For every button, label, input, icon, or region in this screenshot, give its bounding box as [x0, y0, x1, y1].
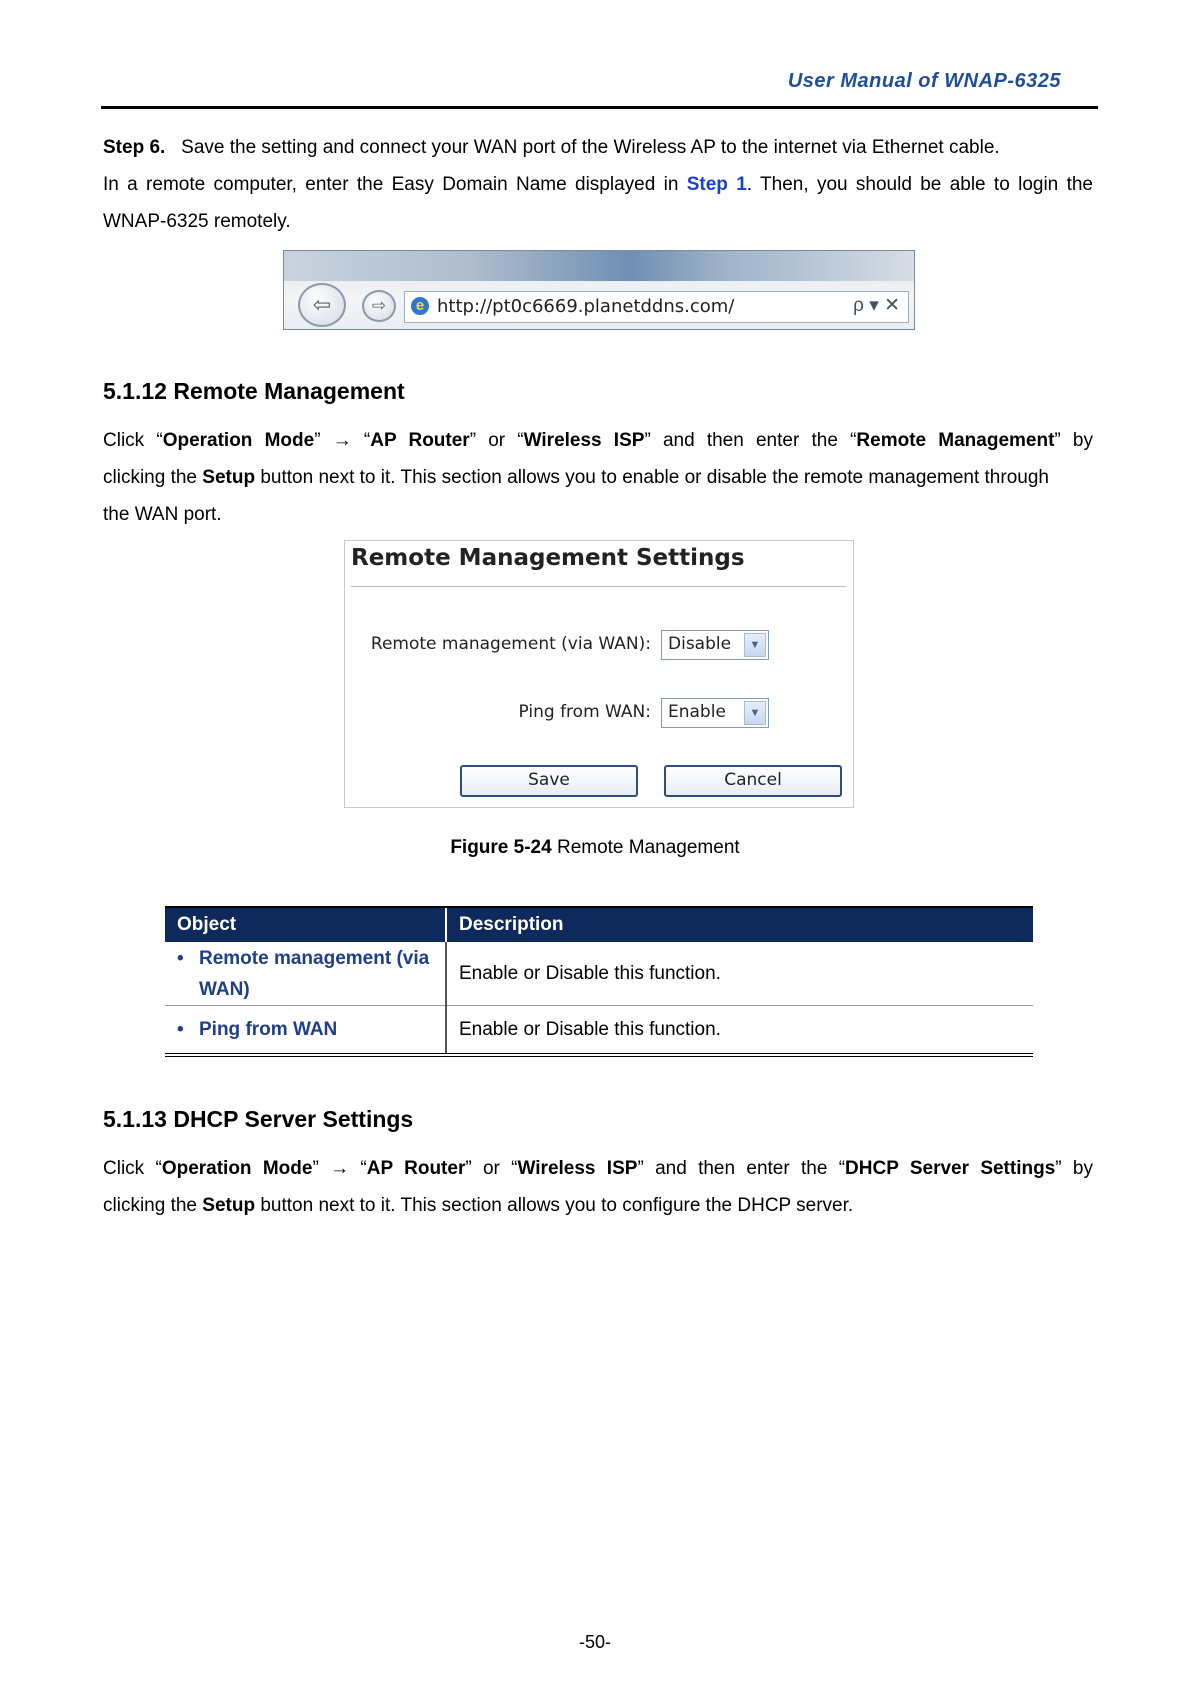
- browser-address-bar-screenshot: [283, 250, 915, 330]
- section-heading-dhcp-server-settings: 5.1.13 DHCP Server Settings: [103, 1106, 414, 1132]
- page-number: -50-: [578, 1632, 611, 1652]
- remote-mgmt-instructions-line2: [103, 459, 1093, 496]
- object-cell: [165, 1006, 446, 1056]
- ap-router-term: AP Router: [370, 430, 470, 451]
- step6-label: Step 6.: [103, 137, 166, 158]
- text: clicking the: [103, 467, 203, 488]
- bullet-icon: •: [177, 947, 184, 969]
- column-header-description: Description: [446, 908, 1033, 942]
- figure-caption: [0, 837, 1190, 859]
- object-cell: [165, 942, 446, 1006]
- wireless-isp-term: Wireless ISP: [517, 1158, 638, 1179]
- header-rule: [101, 106, 1098, 109]
- forward-arrow-icon[interactable]: ⇨: [362, 290, 396, 322]
- dhcp-instructions-line1: [103, 1150, 1093, 1187]
- step6-text: Save the setting and connect your WAN port of the Wireless AP to the internet via Ethernet cable.: [181, 137, 1000, 158]
- description-cell: Enable or Disable this function.: [446, 942, 1033, 1006]
- manual-title: User Manual of WNAP-6325: [787, 70, 1061, 92]
- ping-from-wan-label: Ping from WAN:: [518, 702, 651, 722]
- description-cell: Enable or Disable this function.: [446, 1006, 1033, 1056]
- ping-from-wan-value: Enable: [668, 702, 726, 722]
- text: ” or “: [465, 1158, 518, 1179]
- step1-link[interactable]: Step 1: [686, 174, 747, 195]
- text: ” → “: [312, 1158, 367, 1179]
- table-header-row: [165, 908, 1033, 942]
- setup-term: Setup: [202, 1195, 256, 1216]
- object-name: Remote management (via WAN): [199, 947, 430, 1000]
- text: ” → “: [314, 430, 371, 451]
- section-heading-remote-management: 5.1.12 Remote Management: [103, 378, 405, 404]
- ie-logo-icon: e: [411, 297, 429, 315]
- table-row: [165, 1006, 1033, 1056]
- chevron-down-icon[interactable]: ▼: [744, 701, 766, 725]
- remote-management-settings-panel: [344, 540, 854, 808]
- text: Click “: [103, 430, 163, 451]
- text: ” and then enter the “: [644, 430, 857, 451]
- figure-label: Figure 5-24: [450, 837, 552, 858]
- bullet-icon: •: [177, 1019, 184, 1040]
- figure-text: Remote Management: [551, 837, 740, 858]
- save-button[interactable]: Save: [460, 765, 638, 797]
- operation-mode-term: Operation Mode: [162, 430, 315, 451]
- object-description-table: [165, 908, 1033, 1057]
- text: button next to it. This section allows you to configure the DHCP server.: [255, 1195, 854, 1216]
- remote-paragraph-line1: [103, 166, 1093, 203]
- remote-mgmt-instructions-line3: the WAN port.: [103, 504, 222, 525]
- dhcp-instructions-line2: [103, 1187, 1093, 1224]
- table-row: [165, 942, 1033, 1006]
- column-header-object: Object: [165, 908, 446, 942]
- remote-mgmt-instructions-line1: [103, 422, 1093, 459]
- remote-management-value: Disable: [668, 634, 732, 654]
- text: ” or “: [469, 430, 524, 451]
- ping-from-wan-select[interactable]: [661, 698, 769, 728]
- text: ” and then enter the “: [637, 1158, 846, 1179]
- remote-management-label: Remote management (via WAN):: [370, 634, 651, 654]
- address-url: http://pt0c6669.planetddns.com/: [437, 296, 735, 317]
- remote-text-2: . Then, you should be able to login the: [746, 174, 1093, 195]
- wireless-isp-term: Wireless ISP: [523, 430, 645, 451]
- search-refresh-close-icon[interactable]: ρ ▾ ✕: [853, 295, 900, 316]
- text: button next to it. This section allows you to enable or disable the remote management through: [255, 467, 1049, 488]
- browser-title-strip: [284, 251, 914, 281]
- remote-management-select[interactable]: [661, 630, 769, 660]
- text: ” by: [1054, 430, 1093, 451]
- remote-management-term: Remote Management: [856, 430, 1055, 451]
- step6-paragraph: [103, 129, 1093, 166]
- operation-mode-term: Operation Mode: [161, 1158, 313, 1179]
- object-name: Ping from WAN: [199, 1019, 338, 1040]
- text: Click “: [103, 1158, 162, 1179]
- panel-title: Remote Management Settings: [351, 545, 745, 571]
- address-input[interactable]: [404, 291, 909, 323]
- chevron-down-icon[interactable]: ▼: [744, 633, 766, 657]
- remote-paragraph-line2: WNAP-6325 remotely.: [103, 211, 291, 232]
- text: clicking the: [103, 1195, 203, 1216]
- dhcp-server-settings-term: DHCP Server Settings: [845, 1158, 1056, 1179]
- setup-term: Setup: [202, 467, 256, 488]
- text: ” by: [1055, 1158, 1093, 1179]
- ap-router-term: AP Router: [366, 1158, 466, 1179]
- remote-text-1: In a remote computer, enter the Easy Domain Name displayed in: [103, 174, 687, 195]
- panel-divider: [351, 586, 846, 587]
- back-arrow-icon[interactable]: ⇦: [298, 283, 346, 327]
- cancel-button[interactable]: Cancel: [664, 765, 842, 797]
